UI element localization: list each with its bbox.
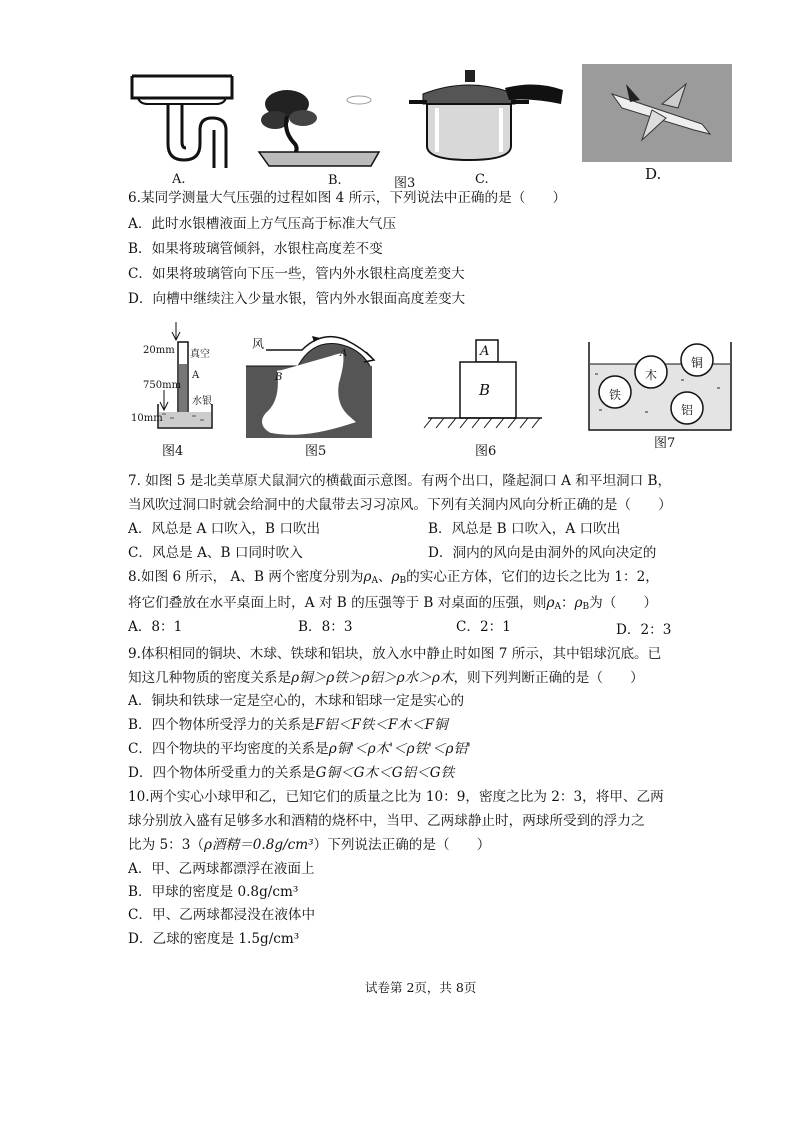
figure-6-caption: 图6 [475, 444, 497, 459]
q9-option-c[interactable]: C．四个物块的平均密度的关系是ρ铜'＜ρ木'＜ρ铁'＜ρ铝' [128, 741, 471, 757]
q7-option-a[interactable]: A．风总是 A 口吹入，B 口吹出 [128, 521, 321, 537]
figure-5-burrow-diagram [242, 330, 392, 440]
q8-option-c[interactable]: C．2：1 [456, 619, 511, 635]
figure-a-caption: A. [172, 172, 186, 187]
fig7-label-copper: 铜 [691, 356, 704, 370]
q10-option-a[interactable]: A．甲、乙两球都漂浮在液面上 [128, 861, 315, 877]
figure-c-pressure-cooker [405, 68, 565, 164]
q9-stem-line1: 9.体积相同的铜块、木球、铁球和铝块，放入水中静止时如图 7 所示，其中铝球沉底。已 [128, 646, 662, 662]
fig7-label-aluminum: 铝 [681, 403, 694, 417]
q8-stem-line1: 8.如图 6 所示， A、B 两个密度分别为$\rho_A$、$\rho_B$的实心正方体，它们的边长之比为 1：2， [128, 569, 659, 586]
q9-option-b[interactable]: B．四个物体所受浮力的关系是F铝＜F铁＜F木＜F铜 [128, 717, 448, 733]
figure-a-sink-trap [128, 68, 240, 168]
figure-b-caption: B. [328, 173, 342, 188]
fig4-label-mercury: 水银 [192, 396, 212, 407]
q10-stem-line1: 10.两个实心小球甲和乙，已知它们的质量之比为 10：9，密度之比为 2：3，将甲、乙两 [128, 789, 664, 805]
figure-3-caption: 图3 [394, 176, 416, 191]
q8-option-d[interactable]: D．2：3 [616, 622, 672, 638]
figure-b-bonsai [255, 80, 395, 172]
fig4-label-20mm: 20mm [143, 345, 175, 356]
fig6-label-b: B [479, 381, 491, 399]
q6-option-c[interactable]: C．如果将玻璃管向下压一些，管内外水银柱高度差变大 [128, 266, 465, 282]
q8-option-b[interactable]: B．8：3 [298, 619, 353, 635]
q6-option-b[interactable]: B．如果将玻璃管倾斜，水银柱高度差不变 [128, 241, 383, 257]
fig4-label-a: A [192, 370, 200, 381]
q7-option-c[interactable]: C．风总是 A、B 口同时吹入 [128, 545, 303, 561]
figure-7-balls-diagram [585, 340, 735, 432]
figure-7-caption: 图7 [654, 436, 676, 451]
fig4-label-vacuum: 真空 [190, 349, 210, 360]
fig6-label-a: A [480, 344, 490, 359]
fig5-label-wind: 风 [252, 337, 265, 351]
figure-5-caption: 图5 [305, 444, 327, 459]
figure-d-caption: D. [645, 165, 662, 183]
q7-option-d[interactable]: D．洞内的风向是由洞外的风向决定的 [428, 545, 657, 561]
page-footer: 试卷第 2页，共 8页 [365, 980, 477, 995]
fig5-label-b: B [275, 372, 283, 383]
q7-stem-line2: 当风吹过洞口时就会给洞中的犬鼠带去习习凉风。下列有关洞内风向分析正确的是（ ） [128, 497, 672, 513]
fig7-label-iron: 铁 [609, 388, 622, 402]
q10-stem-line3: 比为 5：3（ρ酒精＝0.8g/cm³）下列说法正确的是（ ） [128, 837, 491, 853]
q9-stem-line2: 知这几种物质的密度关系是ρ铜＞ρ铁＞ρ铝＞ρ水＞ρ木，则下列判断正确的是（ ） [128, 670, 644, 686]
figure-4-caption: 图4 [162, 444, 184, 459]
fig5-label-a: A [340, 348, 348, 359]
q10-option-c[interactable]: C．甲、乙两球都浸没在液体中 [128, 907, 316, 923]
q6-option-d[interactable]: D．向槽中继续注入少量水银，管内外水银面高度差变大 [128, 291, 466, 307]
figure-d-airplane-photo [582, 64, 732, 162]
fig4-label-750mm: 750mm [143, 380, 182, 391]
q8-option-a[interactable]: A．8：1 [128, 619, 183, 635]
q10-option-d[interactable]: D．乙球的密度是 1.5g/cm³ [128, 931, 300, 947]
q10-option-b[interactable]: B．甲球的密度是 0.8g/cm³ [128, 884, 299, 900]
fig7-label-wood: 木 [645, 368, 658, 382]
q6-stem: 6.某同学测量大气压强的过程如图 4 所示，下列说法中正确的是（ ） [128, 190, 567, 206]
q6-option-a[interactable]: A．此时水银槽液面上方气压高于标准大气压 [128, 216, 397, 232]
q9-option-a[interactable]: A．铜块和铁球一定是空心的，木球和铝球一定是实心的 [128, 693, 465, 709]
q10-stem-line2: 球分别放入盛有足够多水和酒精的烧杯中，当甲、乙两球静止时，两球所受到的浮力之 [128, 813, 645, 829]
figure-c-caption: C. [475, 172, 489, 187]
q9-density-relation: ρ铜＞ρ铁＞ρ铝＞ρ水＞ρ木 [291, 670, 454, 686]
q7-option-b[interactable]: B．风总是 B 口吹入，A 口吹出 [428, 521, 621, 537]
fig4-label-10mm: 10mm [131, 413, 163, 424]
q9-option-d[interactable]: D．四个物体所受重力的关系是G铜＜G木＜G铝＜G铁 [128, 765, 455, 781]
q7-stem-line1: 7. 如图 5 是北美草原犬鼠洞穴的横截面示意图。有两个出口，隆起洞口 A 和平坦洞口 B， [128, 473, 672, 489]
q8-stem-line2: 将它们叠放在水平桌面上时，A 对 B 的压强等于 B 对桌面的压强，则$\rho_A$：$\rho_B$为（ ） [128, 595, 658, 612]
